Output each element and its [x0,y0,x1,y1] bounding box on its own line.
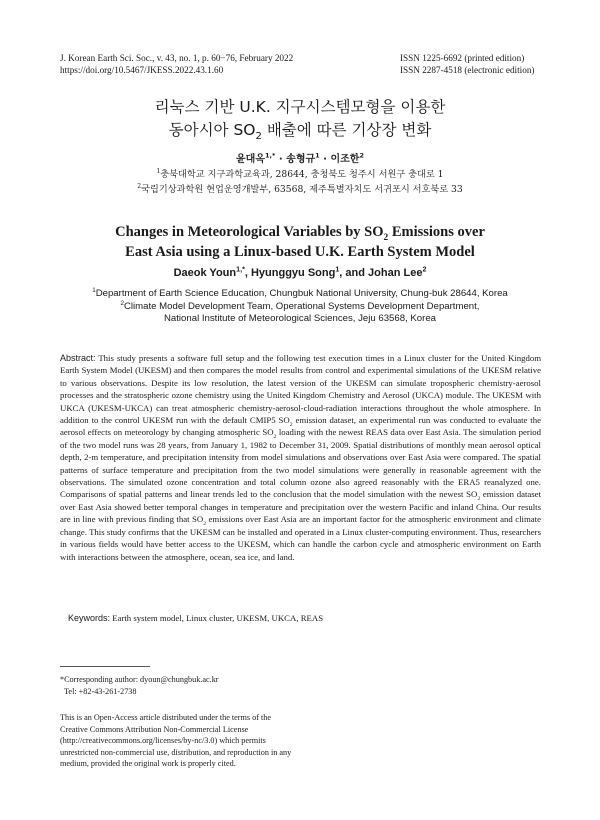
keywords-list: Earth system model, Linux cluster, UKESM, UKCA, REAS [110,613,324,623]
issn-block [400,52,534,76]
korean-title [0,96,600,142]
english-title-line1: Changes in Meteorological Variables by $SO_2$ Emissions over [115,224,485,243]
corresponding-tel: Tel: +82-43-261-2738 [64,686,137,696]
english-affiliation: $^2$Climate Model Development Team, Operational Systems Development Department, [120,299,480,312]
doi-link[interactable]: https://doi.org/10.5467/JKESS.2022.43.1.60 [60,65,224,75]
english-affiliations [0,288,600,326]
keywords [68,613,538,623]
english-title [0,222,600,262]
english-title-line2: East Asia using a Linux-based U.K. Earth System Model [125,244,475,260]
korean-affiliation: $^1$충북대학교 지구과학교육과, 28644, 충청북도 청주시 서원구 충대로 1 [156,167,444,180]
abstract-label: Abstract: [60,353,96,363]
english-authors: Daeok Youn$^{1,*}$, Hyunggyu Song$^1$, and Johan Lee$^2$ [173,265,427,279]
corresponding-author [60,674,219,697]
citation-block [60,52,293,76]
english-affiliation: National Institute of Meteorological Sciences, Jeju 63568, Korea [164,313,436,324]
author-name: Daeok Youn [173,267,237,279]
license-notice: This is an Open-Access article distributed under the terms of the Creative Commons Attribution Non-Commercial License (http://creativecommons.org/licenses/by-nc/3.0) which permits unrestricted non-commercial use, distribution, and reproduction in any medium, provided the original work is properly cited. [60,713,292,768]
issn-electronic: ISSN 2287-4518 (electronic edition) [400,65,535,75]
footnote-divider [60,666,150,667]
author-separator: · [278,154,283,165]
korean-title-line2: 동아시아 $SO_2$ 배출에 따른 기상장 변화 [168,121,432,143]
korean-affiliation: $^2$국립기상과학원 현업운영개발부, 63568, 제주특별자치도 서귀포시 서호북로 33 [137,182,463,195]
korean-author-name: 윤대옥 [236,154,265,165]
korean-author-name: 이조한 [330,154,360,165]
korean-title-line1: 리눅스 기반 U.K. 지구시스템모형을 이용한 [154,98,446,116]
issn-print: ISSN 1225-6692 (printed edition) [400,53,525,63]
abstract: Abstract: This study presents a software full setup and the following test execution times in a Linux cluster for the United Kingdom Earth System Model (UKESM) and then compares the model results from control and experimental simulations of the UKESM relative to various observations. Despite its low resolution, the latest version of the UKESM can simulate tropospheric chemistry-aerosol processes and the stratospheric ozone chemistry using the United Kingdom Chemistry and Aerosol (UKCA) module. The UKESM with UKCA (UKESM-UKCA) can treat atmospheric chemistry-aerosol-cloud-radiation interactions throughout the whole atmosphere. In addition to the control UKESM run with the default CMIP5 $SO_2$ emission dataset, an experimental run was conducted to evaluate the aerosol effects on meteorology by changing atmospheric $SO_2$ loading with the newest REAS data over East Asia. The simulation period of the two model runs was 28 years, from January 1, 1982 to December 31, 2009. Spatial distributions of monthly mean aerosol optical depth, 2-m temperature, and precipitation intensity from model simulations and observations over East Asia were compared. The spatial patterns of surface temperature and precipitation from the two model simulations were generally in reasonable agreement with the observations. The simulated ozone concentration and total column ozone also agreed reasonably with the ERA5 reanalyzed one. Comparisons of spatial patterns and linear trends led to the conclusion that the model simulation with the newest $SO_2$ emission dataset over East Asia showed better temporal changes in temperature and precipitation over the western Pacific and inland China. Our results are in line with previous finding that $SO_2$ emissions over East Asia are an important factor for the atmospheric environment and climate change. This study confirms that the UKESM can be installed and operated in a Linux cluster-computing environment. Thus, researchers in various fields would have better access to the UKESM, which can handle the carbon cycle and atmospheric environment on Earth with interactions between the atmosphere, ocean, sea ice, and land. [60,353,542,562]
korean-author-name: 송형규 [286,154,316,165]
keywords-label: Keywords: [68,613,111,623]
korean-authors: 윤대옥$^{1,*}$ · 송형규$^1$ · 이조한$^2$ [236,151,364,165]
author-separator: · [323,154,327,165]
english-affiliation: $^1$Department of Earth Science Education, Chungbuk National University, Chung-buk 28644, Korea [92,286,508,299]
journal-citation: J. Korean Earth Sci. Soc., v. 43, no. 1, p. 60−76, February 2022 [60,53,294,63]
author-name: Hyunggyu Song [250,267,336,279]
corresponding-email: *Corresponding author: dyoun@chungbuk.ac.kr [60,675,219,684]
korean-affiliations [0,168,600,197]
author-name: Johan Lee [368,267,423,279]
